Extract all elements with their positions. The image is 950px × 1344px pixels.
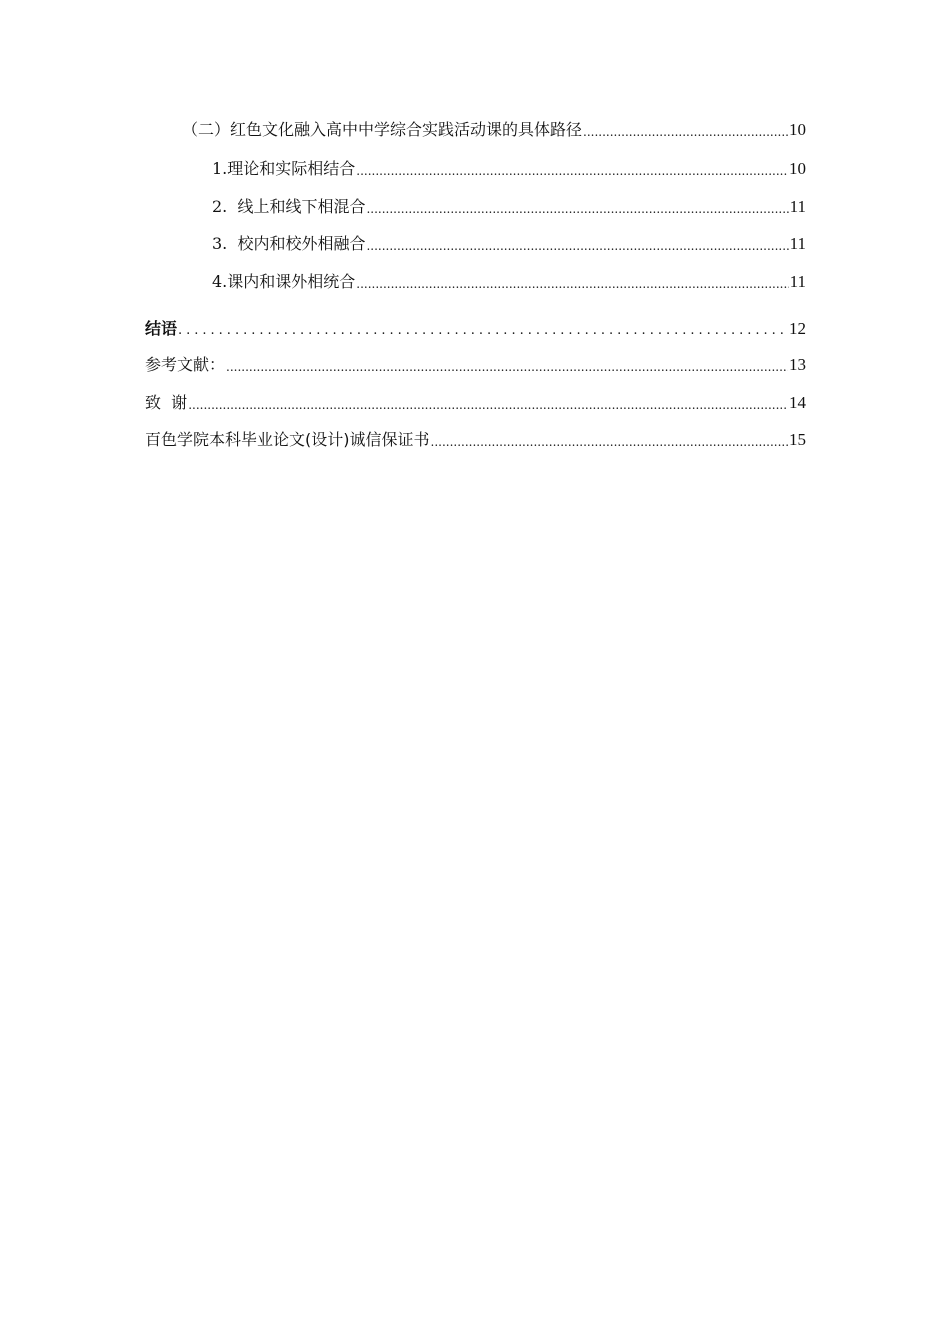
toc-entry-label: 百色学院本科毕业论文(设计)诚信保证书 (145, 430, 430, 449)
toc-leader-dots (188, 397, 788, 413)
toc-entry-page: 11 (789, 234, 806, 253)
toc-entry-references[interactable] (145, 351, 806, 375)
toc-entry-page: 15 (789, 430, 806, 449)
toc-entry-label: 1.理论和实际相结合 (212, 159, 356, 178)
toc-leader-dots (226, 359, 788, 375)
toc-entry-label: 3. 校内和校外相融合 (212, 234, 366, 253)
toc-entry-label: 4.课内和课外相统合 (212, 272, 356, 291)
toc-entry-label: 结语 (145, 319, 178, 338)
toc-entry-label: 致 谢 (145, 393, 188, 412)
toc-entry-label: 参考文献： (145, 355, 226, 374)
toc-leader-dots (366, 238, 788, 254)
toc-entry-item-3[interactable] (212, 230, 806, 254)
toc-leader-dots (356, 163, 788, 179)
toc-entry-item-1[interactable] (212, 155, 806, 179)
toc-entry-item-2[interactable] (212, 193, 806, 217)
toc-leader-dots (366, 201, 788, 217)
toc-leader-dots (178, 323, 788, 339)
toc-entry-label: （二）红色文化融入高中中学综合实践活动课的具体路径 (182, 120, 583, 139)
toc-entry-page: 11 (789, 272, 806, 291)
toc-leader-dots (356, 276, 788, 292)
toc-entry-conclusion[interactable] (145, 315, 806, 339)
toc-entry-item-4[interactable] (212, 268, 806, 292)
toc-leader-dots (431, 434, 789, 450)
toc-entry-page: 13 (789, 355, 806, 374)
toc-entry-section-2[interactable] (182, 116, 806, 140)
toc-entry-page: 12 (789, 319, 806, 338)
toc-entry-integrity-statement[interactable] (145, 426, 806, 450)
toc-entry-page: 14 (789, 393, 806, 412)
toc-entry-page: 10 (789, 159, 806, 178)
toc-leader-dots (583, 124, 788, 140)
toc-entry-label: 2. 线上和线下相混合 (212, 197, 366, 216)
toc-entry-page: 11 (789, 197, 806, 216)
toc-entry-acknowledgements[interactable] (145, 389, 806, 413)
toc-entry-page: 10 (789, 120, 806, 139)
